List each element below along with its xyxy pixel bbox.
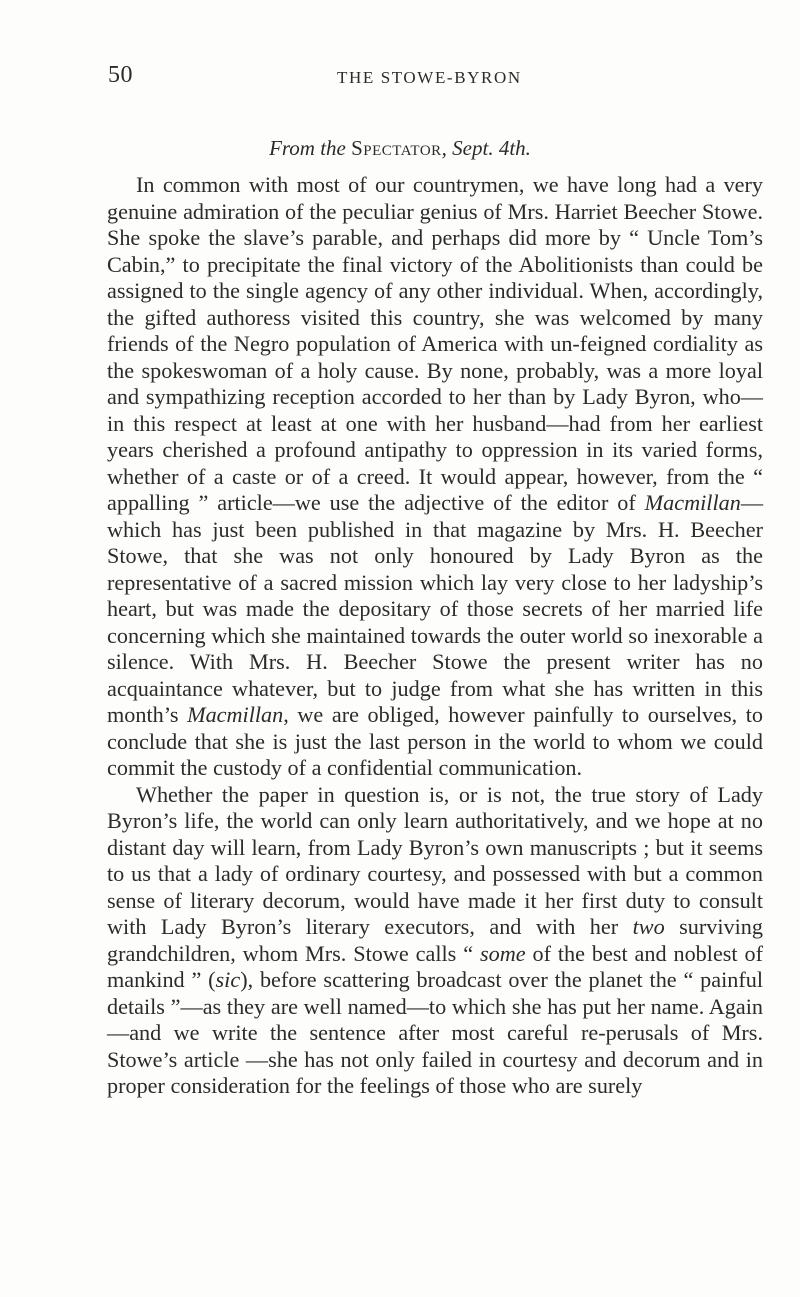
paragraph-1-text-a: In common with most of our countrymen, we have long had a very genuine admiration of the peculiar genius of Mrs. Harriet Beecher Stowe. She spoke the slave’s parable, and perhaps did more by “ Uncle Tom’s Cabin,” to precipitate the final victory of the Abolitionists than could be assigned to the single agency of any other individual. When, accordingly, the gifted authoress visited this country, she was welcomed by many friends of the Negro population of America with un-feigned cordiality as the spokeswoman of a holy cause. By none, probably, was a more loyal and sympathizing reception accorded to her than by Lady Byron, who—in this respect at least at one with her husband—had from her earliest years cherished a profound antipathy to oppression in its varied forms, whether of a caste or of a creed. It would appear, however, from the “ appalling ” article—we use the adjective of the editor of (107, 172, 763, 515)
macmillan-title: Macmillan (644, 490, 741, 515)
paragraph-2-text-c: of the best and noblest of mankind ” ( (107, 940, 763, 992)
source-date: Sept. 4th. (452, 136, 531, 160)
running-head: THE STOWE-BYRON (337, 68, 522, 87)
paragraph-2-text-b: surviving grandchildren, whom Mrs. Stowe calls “ (107, 914, 763, 966)
italic-some: some (479, 940, 526, 966)
italic-two: two (632, 914, 665, 939)
source-publication: Spectator (351, 136, 442, 160)
paragraph-1-text-c: , we are obliged, however painfully to ourselves, to conclude that she is just the last person in the world to whom we could commit the custody of a confidential communication. (107, 702, 763, 780)
paragraph-2-text-a: Whether the paper in question is, or is not, the true story of Lady Byron’s life, the world can only learn authoritatively, and we hope at no distant day will learn, from Lady Byron’s own manuscripts ; but it seems to us that a lady of ordinary courtesy, and possessed with but a common sense of literary decorum, would have made it her first duty to consult with Lady Byron’s literary executors, and with her (107, 781, 763, 939)
source-attribution (0, 136, 800, 161)
page-number: 50 (108, 62, 133, 88)
italic-sic: sic (215, 967, 241, 992)
article-body (107, 172, 763, 1100)
paragraph-2 (107, 782, 763, 1100)
paragraph-1-text-b: —which has just been published in that magazine by Mrs. H. Beecher Stowe, that she was not only honoured by Lady Byron as the representative of a sacred mission which lay very close to her ladyship’s heart, but was made the depositary of those secrets of her married life concerning which she maintained towards the outer world so inexorable a silence. With Mrs. H. Beecher Stowe the present writer has no acquaintance whatever, but to judge from what she has written in this month’s (107, 490, 763, 727)
paragraph-2-text-d: ), before scattering broadcast over the planet the “ painful details ”—as they are well named—to which she has put her name. Again—and we write the sentence after most careful re-perusals of Mrs. Stowe’s article —she has not only failed in courtesy and decorum and in proper consideration for the feelings of those who are surely (107, 967, 763, 1098)
source-separator: , (441, 136, 453, 160)
paragraph-1 (107, 172, 763, 782)
source-from: From the (269, 136, 352, 160)
macmillan-title: Macmillan (187, 702, 284, 727)
